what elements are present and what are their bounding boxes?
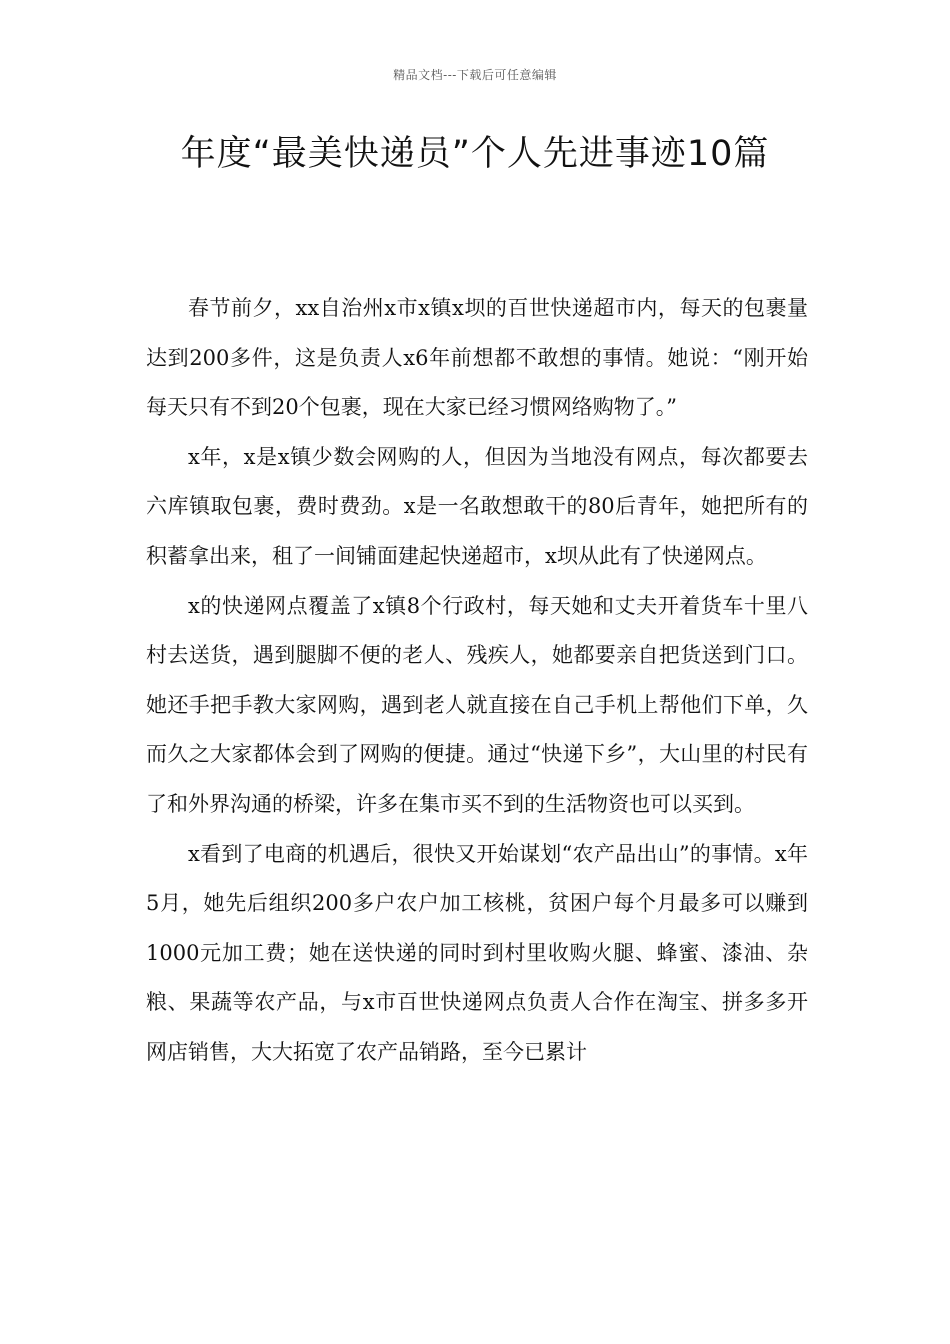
paragraph: x年，x是x镇少数会网购的人，但因为当地没有网点，每次都要去六库镇取包裹，费时费劲。x是一名敢想敢干的80后青年，她把所有的积蓄拿出来，租了一间铺面建起快递超市，x坝从此有了快递网点。 [146, 444, 808, 568]
header-note: 精品文档---下载后可任意编辑 [393, 68, 557, 82]
paragraph: x看到了电商的机遇后，很快又开始谋划“农产品出山”的事情。x年5月，她先后组织200多户农户加工核桃，贫困户每个月最多可以赚到1000元加工费；她在送快递的同时到村里收购火腿、蜂蜜、漆油、杂粮、果蔬等农产品，与x市百世快递网点负责人合作在淘宝、拼多多开网店销售，大大拓宽了农产品销路，至今已累计 [146, 841, 808, 1064]
paragraph: x的快递网点覆盖了x镇8个行政村，每天她和丈夫开着货车十里八村去送货，遇到腿脚不便的老人、残疾人，她都要亲自把货送到门口。她还手把手教大家网购，遇到老人就直接在自己手机上帮他们下单，久而久之大家都体会到了网购的便捷。通过“快递下乡”，大山里的村民有了和外界沟通的桥梁，许多在集市买不到的生活物资也可以买到。 [146, 593, 808, 816]
document-body [146, 284, 808, 1078]
paragraph: 春节前夕，xx自治州x市x镇x坝的百世快递超市内，每天的包裹量达到200多件，这是负责人x6年前想都不敢想的事情。她说：“刚开始每天只有不到20个包裹，现在大家已经习惯网络购物了。” [146, 296, 808, 420]
document-title: 年度“最美快递员”个人先进事迹10篇 [180, 134, 770, 174]
